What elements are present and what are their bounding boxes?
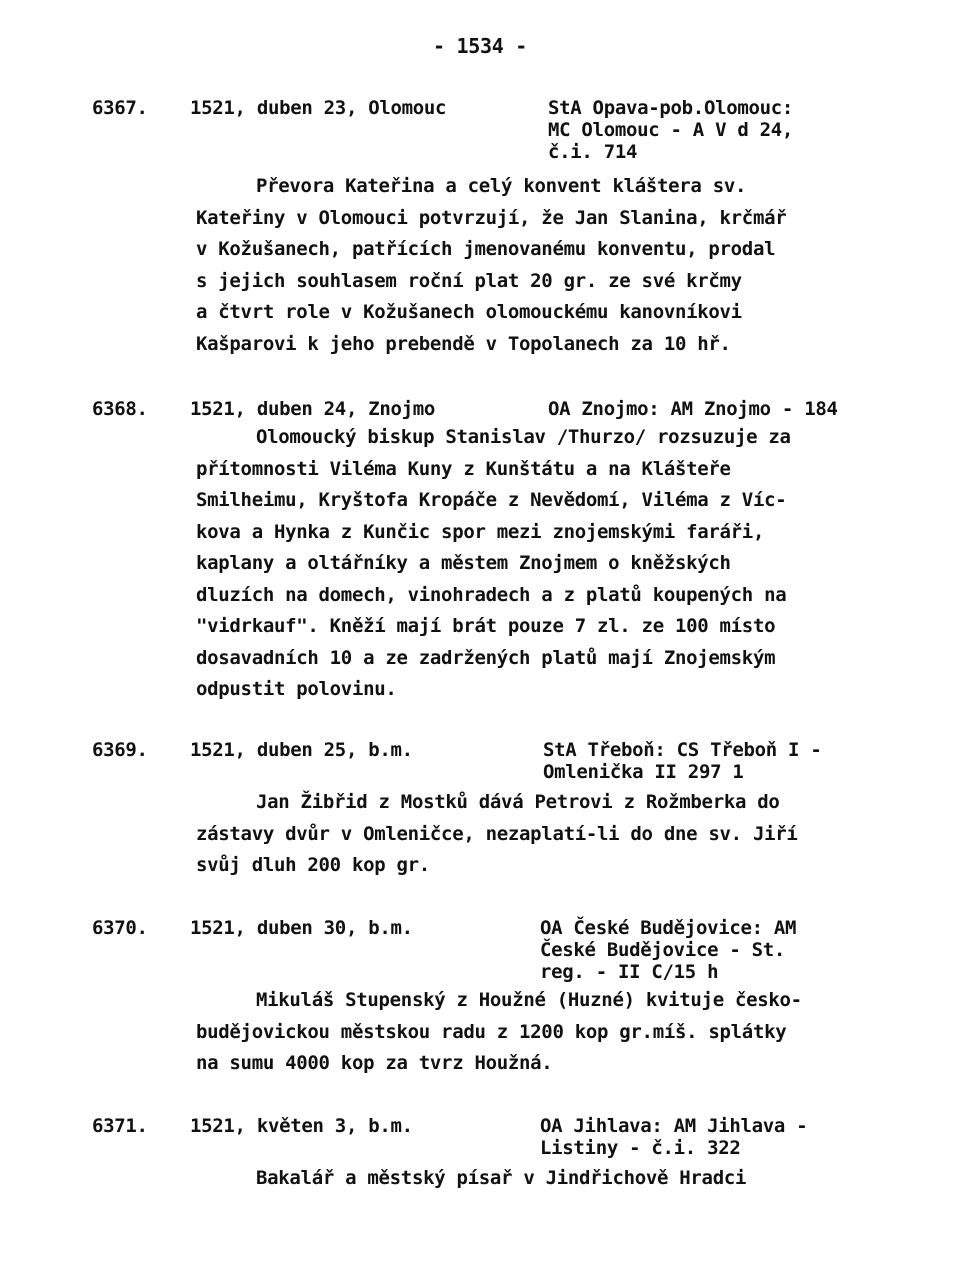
page-number: - 1534 - <box>433 34 527 58</box>
source-line: OA Jihlava: AM Jihlava - <box>540 1115 808 1137</box>
entry-date: 1521, duben 30, b.m. <box>190 917 413 939</box>
entry-source <box>543 739 821 783</box>
text-line: dluzích na domech, vinohradech a z platů koupených na <box>196 583 787 606</box>
text-line: dosavadních 10 a ze zadržených platů mají Znojemským <box>196 646 776 669</box>
source-line: č.i. 714 <box>548 141 638 163</box>
entry-date: 1521, duben 24, Znojmo <box>190 398 436 420</box>
entry-date: 1521, duben 23, Olomouc <box>190 97 447 119</box>
entry-number: 6369. <box>92 739 148 761</box>
entry-date: 1521, duben 25, b.m. <box>190 739 413 761</box>
source-line: MC Olomouc - A V d 24, <box>548 119 794 141</box>
text-line: Jan Žibřid z Mostků dává Petrovi z Rožmberka do <box>256 791 780 813</box>
source-line: Omlenička II 297 1 <box>543 761 744 783</box>
source-line: reg. - II C/15 h <box>540 961 719 983</box>
entry-number: 6371. <box>92 1115 148 1137</box>
entry-text <box>196 422 876 706</box>
entry-source <box>548 97 793 163</box>
text-line: přítomnosti Viléma Kuny z Kunštátu a na Klášteře <box>196 457 731 480</box>
text-line: Olomoucký biskup Stanislav /Thurzo/ rozsuzuje za <box>256 426 791 448</box>
text-line: na sumu 4000 kop za tvrz Houžná. <box>196 1052 553 1074</box>
entry-source <box>540 1115 807 1159</box>
text-line: Převora Kateřina a celý konvent kláštera sv. <box>256 175 747 197</box>
text-line: budějovickou městskou radu z 1200 kop gr.míš. splátky <box>196 1020 787 1043</box>
text-line: Bakalář a městský písař v Jindřichově Hradci <box>256 1167 747 1189</box>
text-line: Smilheimu, Kryštofa Kropáče z Nevědomí, Viléma z Víc- <box>196 489 787 511</box>
source-line: České Budějovice - St. <box>540 939 786 961</box>
entry-text <box>196 1163 876 1195</box>
text-line: kova a Hynka z Kunčic spor mezi znojemskými faráři, <box>196 520 765 543</box>
source-line: OA Znojmo: AM Znojmo - 184 <box>548 398 838 420</box>
text-line: Kašparovi k jeho prebendě v Topolanech za 10 hř. <box>196 332 731 355</box>
text-line: kaplany a oltářníky a městem Znojmem o kněžských <box>196 552 731 574</box>
entry-source <box>548 398 838 420</box>
source-line: StA Třeboň: CS Třeboň I - <box>543 739 822 761</box>
entry-number: 6368. <box>92 398 148 420</box>
entry-source <box>540 917 796 983</box>
entry-number: 6370. <box>92 917 148 939</box>
text-line: v Kožušanech, patřících jmenovanému konventu, prodal <box>196 238 776 260</box>
source-line: Listiny - č.i. 322 <box>540 1137 741 1159</box>
entry-text <box>196 985 876 1080</box>
text-line: zástavy dvůr v Omleničce, nezaplatí-li do dne sv. Jiří <box>196 822 798 845</box>
entry-text <box>196 171 876 360</box>
source-line: StA Opava-pob.Olomouc: <box>548 97 794 119</box>
text-line: Mikuláš Stupenský z Houžné (Huzné) kvituje česko- <box>256 989 802 1011</box>
entry-date: 1521, květen 3, b.m. <box>190 1115 413 1137</box>
text-line: a čtvrt role v Kožušanech olomouckému kanovníkovi <box>196 301 742 323</box>
text-line: svůj dluh 200 kop gr. <box>196 854 430 876</box>
text-line: Kateřiny v Olomouci potvrzují, že Jan Slanina, krčmář <box>196 206 787 229</box>
text-line: s jejich souhlasem roční plat 20 gr. ze své krčmy <box>196 269 742 292</box>
entry-number: 6367. <box>92 97 148 119</box>
text-line: odpustit polovinu. <box>196 678 397 700</box>
entry-text <box>196 787 876 882</box>
text-line: "vidrkauf". Kněží mají brát pouze 7 zl. ze 100 místo <box>196 615 776 637</box>
source-line: OA České Budějovice: AM <box>540 917 797 939</box>
